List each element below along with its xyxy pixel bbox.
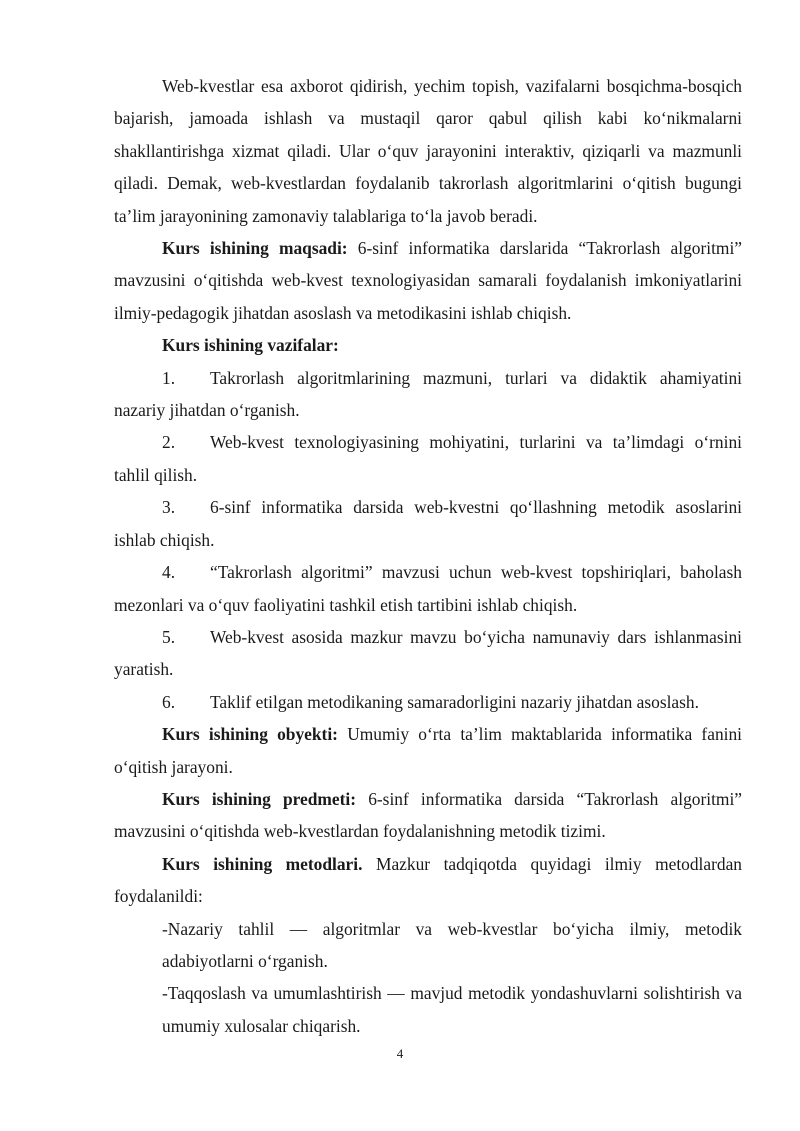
task-number: 3. xyxy=(162,497,176,518)
method-item: -Nazariy tahlil — algoritmlar va web-kvestlar bo‘yicha ilmiy, metodik adabiyotlarni o‘rganish. xyxy=(162,918,742,971)
object-paragraph xyxy=(114,718,742,783)
subject-paragraph xyxy=(114,783,742,848)
tasks-heading xyxy=(114,329,742,361)
task-item xyxy=(114,686,742,718)
tasks-label: Kurs ishining vazifalar: xyxy=(162,335,339,356)
object-text: Umumiy o‘rta ta’lim maktablarida informatika fanini o‘qitish jarayoni. xyxy=(114,724,742,777)
task-number: 4. xyxy=(162,562,176,583)
intro-paragraph: Web-kvestlar esa axborot qidirish, yechim topish, vazifalarni bosqichma-bosqich bajarish, jamoada ishlash va mustaqil qaror qabul qilish kabi ko‘nikmalarni shakllantirishga xizmat qiladi. Ular o‘quv jarayonini interaktiv, qiziqarli va mazmunli qiladi. Demak, web-kvestlardan foydalanib takrorlash algoritmlarini o‘qitish bugungi ta’lim jarayonining zamonaviy talablariga to‘la javob beradi. xyxy=(114,76,742,226)
task-text: Web-kvest asosida mazkur mavzu bo‘yicha namunaviy dars ishlanmasini yaratish. xyxy=(114,626,742,680)
task-item xyxy=(114,556,742,621)
task-number: 5. xyxy=(162,626,176,647)
object-label: Kurs ishining obyekti: xyxy=(162,724,338,745)
page-number: 4 xyxy=(396,1046,404,1061)
task-item xyxy=(114,491,742,556)
goal-paragraph xyxy=(114,232,742,329)
task-text: Web-kvest texnologiyasining mohiyatini, turlarini va ta’limdagi o‘rnini tahlil qilish. xyxy=(114,432,742,485)
task-text: 6-sinf informatika darsida web-kvestni qo‘llashning metodik asoslarini ishlab chiqish. xyxy=(114,497,742,550)
task-text: “Takrorlash algoritmi” mavzusi uchun web-kvest topshiriqlari, baholash mezonlari va o‘quv faoliyatini tashkil etish tartibini ishlab chiqish. xyxy=(114,562,742,615)
task-number: 1. xyxy=(162,367,176,388)
task-text: Takrorlash algoritmlarining mazmuni, turlari va didaktik ahamiyatini nazariy jihatdan o‘rganish. xyxy=(114,367,742,421)
task-item xyxy=(114,426,742,491)
methods-paragraph xyxy=(114,848,742,913)
task-text: Taklif etilgan metodikaning samaradorligini nazariy jihatdan asoslash. xyxy=(210,691,699,712)
page-body xyxy=(114,70,742,1042)
goal-label: Kurs ishining maqsadi: xyxy=(162,238,348,259)
goal-text: 6-sinf informatika darslarida “Takrorlash algoritmi” mavzusini o‘qitishda web-kvest texnologiyasidan samarali foydalanish imkoniyatlarini ilmiy-pedagogik jihatdan asoslash va metodikasini ishlab chiqish. xyxy=(114,238,742,323)
methods-label: Kurs ishining metodlari. xyxy=(162,853,363,874)
methods-text: Mazkur tadqiqotda quyidagi ilmiy metodlardan foydalanildi: xyxy=(114,853,742,907)
task-item xyxy=(114,621,742,686)
task-item xyxy=(114,362,742,427)
subject-text: 6-sinf informatika darsida “Takrorlash algoritmi” mavzusini o‘qitishda web-kvestlardan foydalanishning metodik tizimi. xyxy=(114,788,742,842)
task-number: 6. xyxy=(162,691,176,712)
method-item: -Taqqoslash va umumlashtirish — mavjud metodik yondashuvlarni solishtirish va umumiy xulosalar chiqarish. xyxy=(162,983,742,1036)
subject-label: Kurs ishining predmeti: xyxy=(162,788,357,809)
task-number: 2. xyxy=(162,432,176,453)
